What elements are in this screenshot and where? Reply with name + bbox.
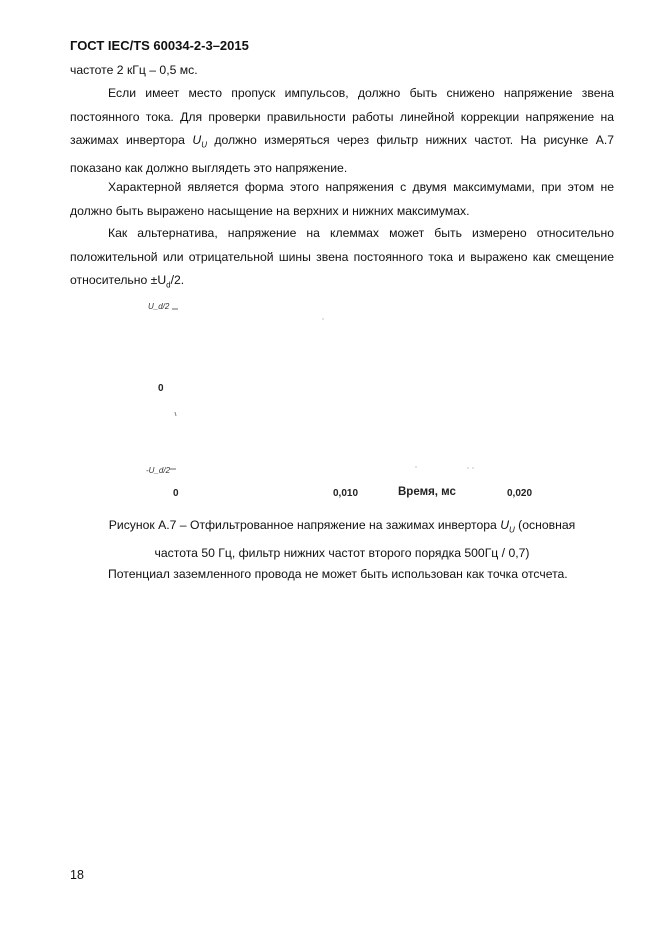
text: Если имеет место пропуск импульсов, должно быть снижено напряжение звена постоянного тока. Для проверки правильности работы линейной коррекции напряжение на зажимах инвертора — [70, 86, 614, 147]
paragraph-continuation: частоте 2 кГц – 0,5 мс. — [70, 63, 198, 77]
paragraph-pulse-drop — [70, 82, 614, 180]
paragraph-alternative — [70, 222, 614, 297]
scan-dot — [467, 467, 468, 468]
caption-line-1 — [70, 514, 614, 542]
x-tick-0: 0 — [173, 488, 179, 499]
figure-a7 — [140, 296, 560, 508]
text: должно измеряться через фильтр нижних частот. На рисунке А.7 показано как должно выглядеть это напряжение. — [70, 133, 615, 175]
text: (основная — [514, 518, 576, 532]
scan-dot — [472, 467, 473, 468]
symbol-U: U — [500, 518, 510, 532]
paragraph-ground-reference: Потенциал заземленного провода не может быть использован как точка отсчета. — [108, 567, 568, 581]
x-tick-2: 0,020 — [507, 488, 533, 499]
y-label-zero: 0 — [158, 383, 164, 394]
y-label-top: U_d/2 — [148, 302, 170, 311]
scan-mark — [175, 412, 176, 416]
symbol-subscript: d — [166, 280, 171, 290]
document-header: ГОСТ IEC/TS 60034-2-3–2015 — [70, 38, 249, 53]
scan-dot — [415, 466, 416, 467]
symbol-subscript: U — [201, 140, 207, 150]
scan-dot — [322, 318, 323, 319]
figure-caption — [70, 514, 614, 565]
symbol-subscript: U — [509, 525, 515, 535]
symbol-U: U — [192, 133, 202, 147]
caption-line-2: частота 50 Гц, фильтр нижних частот второго порядка 500Гц / 0,7) — [154, 545, 530, 560]
x-tick-1: 0,010 — [333, 488, 359, 499]
text: Как альтернатива, напряжение на клеммах может быть измерено относительно положительной или отрицательной шины звена постоянного тока и выражено как смещение относительно ±U — [70, 226, 614, 287]
y-label-bottom: -U_d/2 — [146, 466, 171, 475]
text: Рисунок А.7 – Отфильтрованное напряжение на зажимах инвертора — [108, 518, 501, 532]
figure-plot — [140, 296, 560, 508]
x-axis-title: Время, мс — [398, 486, 456, 498]
page-number: 18 — [70, 868, 84, 882]
paragraph-waveform-shape: Характерной является форма этого напряжения с двумя максимумами, при этом не должно быть выражено насыщение на верхних и нижних максимумах. — [70, 180, 614, 218]
text: /2. — [170, 273, 185, 287]
